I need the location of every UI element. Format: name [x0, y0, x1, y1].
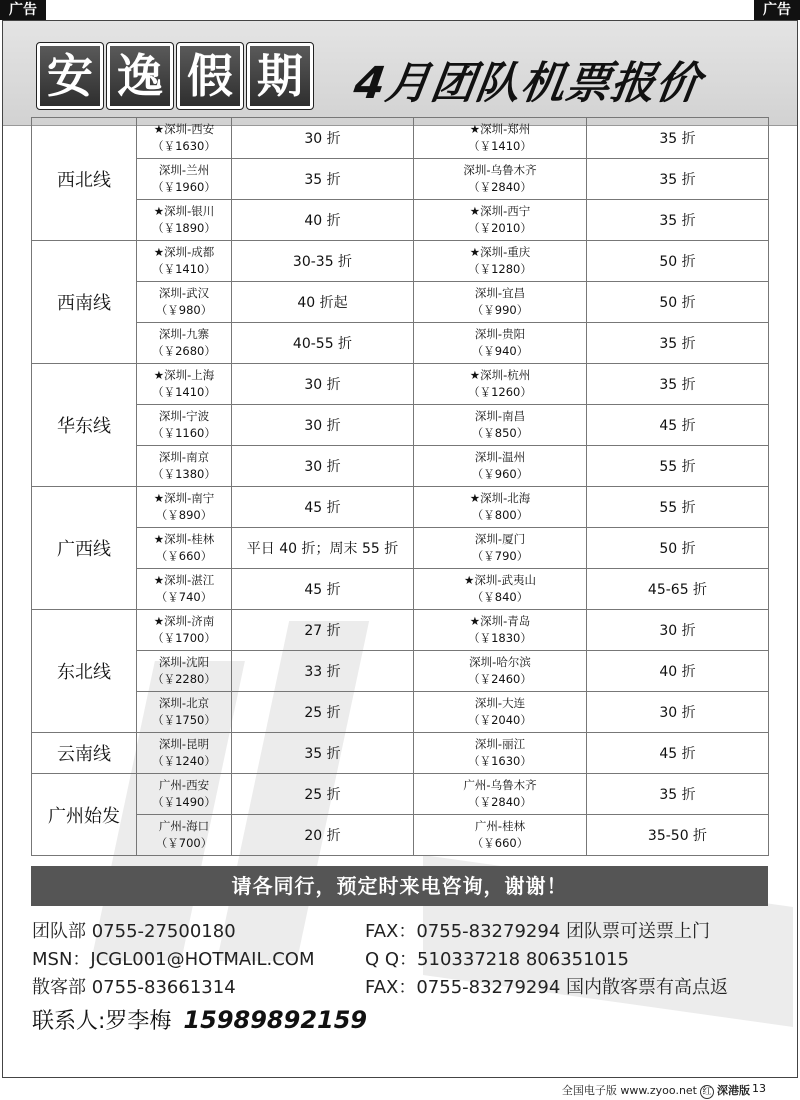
- route-name: ★深圳-西宁: [469, 204, 531, 218]
- brand-char: 逸: [107, 43, 173, 109]
- route-name: 广州-桂林: [474, 819, 526, 833]
- retail-fax: FAX：0755-83279294 国内散客票有高点返: [365, 977, 728, 998]
- route-name: ★深圳-桂林: [153, 532, 215, 546]
- route-cell: [414, 569, 587, 610]
- discount-cell: 35 折: [587, 200, 769, 241]
- route-name: 深圳-贵阳: [474, 327, 526, 341]
- discount-cell: 25 折: [232, 692, 414, 733]
- route-price: （￥1700）: [152, 631, 216, 645]
- region-name: 东北线: [32, 610, 137, 733]
- table-row: [32, 446, 769, 487]
- route-price: （￥1240）: [152, 754, 216, 768]
- contact-row-msn: [32, 945, 629, 971]
- fare-table: [31, 117, 769, 856]
- discount-cell: 33 折: [232, 651, 414, 692]
- contact-person-label: 联系人:罗李梅: [32, 1009, 172, 1034]
- discount-cell: 45 折: [232, 569, 414, 610]
- region-name: 西南线: [32, 241, 137, 364]
- route-cell: [414, 323, 587, 364]
- route-price: （￥1890）: [152, 221, 216, 235]
- discount-cell: 30 折: [232, 118, 414, 159]
- discount-cell: 35 折: [587, 118, 769, 159]
- route-price: （￥1830）: [468, 631, 532, 645]
- brand-char: 假: [177, 43, 243, 109]
- discount-cell: 平日 40 折；周末 55 折: [232, 528, 414, 569]
- route-price: （￥660）: [155, 549, 213, 563]
- discount-cell: 55 折: [587, 487, 769, 528]
- table-row: [32, 774, 769, 815]
- region-name: 广州始发: [32, 774, 137, 856]
- route-name: ★深圳-南宁: [153, 491, 215, 505]
- fare-table-body: [32, 118, 769, 856]
- table-row: [32, 241, 769, 282]
- table-row: [32, 569, 769, 610]
- route-cell: [137, 487, 232, 528]
- route-price: （￥940）: [471, 344, 529, 358]
- brand-logo: [37, 43, 313, 109]
- route-name: ★深圳-青岛: [469, 614, 531, 628]
- route-cell: [137, 774, 232, 815]
- route-name: 深圳-丽江: [474, 737, 526, 751]
- table-row: [32, 610, 769, 651]
- contact-row-team: [32, 917, 710, 943]
- footer-edition: 全国电子版 www.zyoo.net: [561, 1084, 697, 1097]
- route-price: （￥2040）: [468, 713, 532, 727]
- route-price: （￥700）: [155, 836, 213, 850]
- discount-cell: 30-35 折: [232, 241, 414, 282]
- route-cell: [137, 323, 232, 364]
- route-price: （￥660）: [471, 836, 529, 850]
- route-cell: [137, 200, 232, 241]
- route-price: （￥1490）: [152, 795, 216, 809]
- route-name: 深圳-武汉: [158, 286, 210, 300]
- route-price: （￥800）: [471, 508, 529, 522]
- route-price: （￥1380）: [152, 467, 216, 481]
- route-cell: [137, 569, 232, 610]
- contact-row-retail: [32, 973, 728, 999]
- route-name: ★深圳-上海: [153, 368, 215, 382]
- route-price: （￥2460）: [468, 672, 532, 686]
- discount-cell: 20 折: [232, 815, 414, 856]
- route-name: 深圳-北京: [158, 696, 210, 710]
- msn-account: MSN：JCGL001@HOTMAIL.COM: [32, 949, 315, 970]
- route-name: 深圳-兰州: [158, 163, 210, 177]
- route-cell: [414, 200, 587, 241]
- route-name: 广州-西安: [158, 778, 210, 792]
- ad-label-right: 广告: [754, 0, 800, 20]
- route-cell: [414, 405, 587, 446]
- table-row: [32, 323, 769, 364]
- discount-cell: 45 折: [232, 487, 414, 528]
- route-cell: [414, 118, 587, 159]
- route-cell: [414, 815, 587, 856]
- route-cell: [414, 528, 587, 569]
- table-row: [32, 118, 769, 159]
- discount-cell: 40 折起: [232, 282, 414, 323]
- route-name: ★深圳-西安: [153, 122, 215, 136]
- discount-cell: 45 折: [587, 733, 769, 774]
- route-cell: [414, 159, 587, 200]
- ad-label-left: 广告: [0, 0, 46, 20]
- table-row: [32, 487, 769, 528]
- table-row: [32, 200, 769, 241]
- route-name: ★深圳-武夷山: [464, 573, 536, 587]
- route-name: ★深圳-成都: [153, 245, 215, 259]
- discount-cell: 40 折: [232, 200, 414, 241]
- route-price: （￥980）: [155, 303, 213, 317]
- route-name: 广州-乌鲁木齐: [463, 778, 537, 792]
- route-cell: [137, 405, 232, 446]
- route-price: （￥1750）: [152, 713, 216, 727]
- discount-cell: 30 折: [232, 405, 414, 446]
- route-price: （￥2840）: [468, 180, 532, 194]
- discount-cell: 40 折: [587, 651, 769, 692]
- red-badge-icon: 红: [700, 1085, 714, 1099]
- route-name: 深圳-宁波: [158, 409, 210, 423]
- route-name: ★深圳-郑州: [469, 122, 531, 136]
- discount-cell: 45-65 折: [587, 569, 769, 610]
- route-price: （￥960）: [471, 467, 529, 481]
- route-cell: [414, 651, 587, 692]
- route-name: 深圳-九寨: [158, 327, 210, 341]
- team-phone: 团队部 0755-27500180: [32, 921, 236, 942]
- route-price: （￥850）: [471, 426, 529, 440]
- route-name: 深圳-沈阳: [158, 655, 210, 669]
- route-cell: [137, 651, 232, 692]
- region-name: 云南线: [32, 733, 137, 774]
- discount-cell: 35 折: [232, 159, 414, 200]
- discount-cell: 50 折: [587, 282, 769, 323]
- discount-cell: 50 折: [587, 528, 769, 569]
- route-name: ★深圳-重庆: [469, 245, 531, 259]
- route-price: （￥1410）: [152, 262, 216, 276]
- route-price: （￥1280）: [468, 262, 532, 276]
- route-price: （￥1630）: [152, 139, 216, 153]
- route-name: 深圳-乌鲁木齐: [463, 163, 537, 177]
- route-cell: [414, 241, 587, 282]
- table-row: [32, 159, 769, 200]
- route-name: 深圳-南昌: [474, 409, 526, 423]
- table-row: [32, 692, 769, 733]
- table-row: [32, 528, 769, 569]
- route-name: ★深圳-银川: [153, 204, 215, 218]
- retail-phone: 散客部 0755-83661314: [32, 977, 236, 998]
- route-cell: [414, 364, 587, 405]
- route-name: ★深圳-济南: [153, 614, 215, 628]
- qq-numbers: Q Q：510337218 806351015: [365, 949, 629, 970]
- route-price: （￥2840）: [468, 795, 532, 809]
- discount-cell: 50 折: [587, 241, 769, 282]
- footer: [562, 1082, 750, 1099]
- route-price: （￥1410）: [468, 139, 532, 153]
- route-name: 深圳-温州: [474, 450, 526, 464]
- route-name: ★深圳-杭州: [469, 368, 531, 382]
- route-cell: [137, 159, 232, 200]
- route-cell: [137, 282, 232, 323]
- route-cell: [414, 446, 587, 487]
- table-row: [32, 733, 769, 774]
- footer-version: 深港版: [717, 1084, 750, 1097]
- table-row: [32, 815, 769, 856]
- route-name: 深圳-宜昌: [474, 286, 526, 300]
- discount-cell: 35 折: [587, 159, 769, 200]
- brand-char: 安: [37, 43, 103, 109]
- route-price: （￥1630）: [468, 754, 532, 768]
- discount-cell: 40-55 折: [232, 323, 414, 364]
- route-cell: [414, 692, 587, 733]
- route-name: 深圳-大连: [474, 696, 526, 710]
- discount-cell: 30 折: [587, 692, 769, 733]
- route-price: （￥1160）: [152, 426, 216, 440]
- route-price: （￥1410）: [152, 385, 216, 399]
- table-row: [32, 405, 769, 446]
- route-cell: [414, 774, 587, 815]
- route-cell: [137, 610, 232, 651]
- discount-cell: 30 折: [587, 610, 769, 651]
- route-price: （￥2280）: [152, 672, 216, 686]
- brand-char: 期: [247, 43, 313, 109]
- route-price: （￥890）: [155, 508, 213, 522]
- discount-cell: 55 折: [587, 446, 769, 487]
- discount-cell: 30 折: [232, 446, 414, 487]
- route-cell: [137, 118, 232, 159]
- table-row: [32, 364, 769, 405]
- discount-cell: 35 折: [587, 774, 769, 815]
- route-price: （￥2010）: [468, 221, 532, 235]
- headline: 4月团队机票报价: [350, 58, 705, 109]
- team-fax: FAX：0755-83279294 团队票可送票上门: [365, 921, 710, 942]
- route-price: （￥740）: [155, 590, 213, 604]
- discount-cell: 30 折: [232, 364, 414, 405]
- route-name: 深圳-厦门: [474, 532, 526, 546]
- route-cell: [414, 282, 587, 323]
- contact-person: [32, 1004, 367, 1035]
- route-price: （￥790）: [471, 549, 529, 563]
- discount-cell: 27 折: [232, 610, 414, 651]
- region-name: 华东线: [32, 364, 137, 487]
- route-price: （￥2680）: [152, 344, 216, 358]
- discount-cell: 45 折: [587, 405, 769, 446]
- discount-cell: 35-50 折: [587, 815, 769, 856]
- header: [3, 21, 797, 126]
- route-price: （￥840）: [471, 590, 529, 604]
- route-name: 深圳-南京: [158, 450, 210, 464]
- page-number: 13: [752, 1082, 766, 1095]
- route-name: 深圳-昆明: [158, 737, 210, 751]
- route-price: （￥990）: [471, 303, 529, 317]
- route-cell: [414, 610, 587, 651]
- discount-cell: 25 折: [232, 774, 414, 815]
- route-cell: [137, 692, 232, 733]
- discount-cell: 35 折: [587, 364, 769, 405]
- discount-cell: 35 折: [587, 323, 769, 364]
- notice-banner: 请各同行，预定时来电咨询，谢谢！: [31, 866, 768, 906]
- route-price: （￥1960）: [152, 180, 216, 194]
- route-cell: [137, 815, 232, 856]
- region-name: 广西线: [32, 487, 137, 610]
- route-name: ★深圳-北海: [469, 491, 531, 505]
- route-cell: [137, 241, 232, 282]
- table-row: [32, 282, 769, 323]
- route-cell: [137, 364, 232, 405]
- contact-person-phone: 15989892159: [183, 1006, 368, 1034]
- route-price: （￥1260）: [468, 385, 532, 399]
- table-row: [32, 651, 769, 692]
- route-name: ★深圳-湛江: [153, 573, 215, 587]
- route-cell: [414, 487, 587, 528]
- region-name: 西北线: [32, 118, 137, 241]
- route-cell: [137, 528, 232, 569]
- route-name: 广州-海口: [158, 819, 210, 833]
- discount-cell: 35 折: [232, 733, 414, 774]
- route-cell: [137, 446, 232, 487]
- route-name: 深圳-哈尔滨: [469, 655, 531, 669]
- route-cell: [414, 733, 587, 774]
- route-cell: [137, 733, 232, 774]
